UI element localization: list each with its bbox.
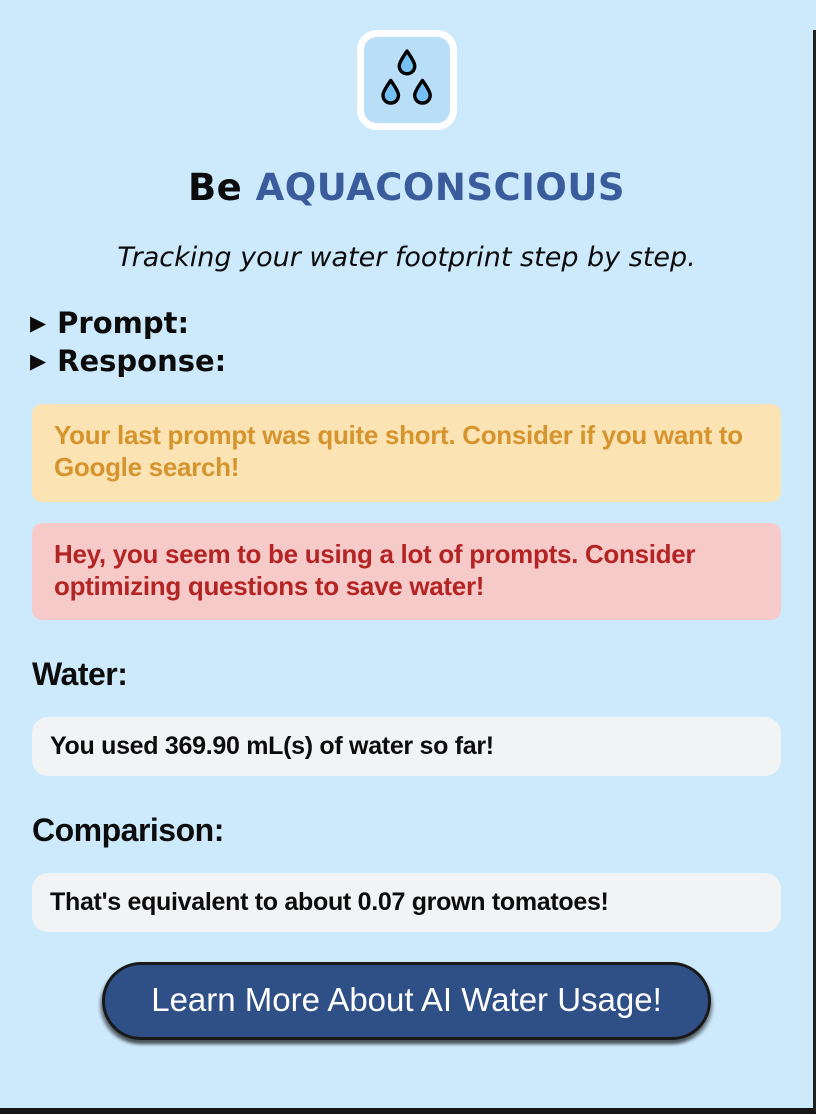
learn-more-button[interactable]: Learn More About AI Water Usage! [102, 962, 711, 1040]
response-disclosure[interactable] [30, 343, 226, 381]
water-section-heading: Water: [32, 656, 128, 693]
tagline: Tracking your water footprint step by step. [117, 242, 696, 273]
short-prompt-warning: Your last prompt was quite short. Consider if you want to Google search! [32, 404, 781, 501]
water-drops-icon-svg [372, 45, 442, 115]
response-disclosure-label: Response: [57, 343, 227, 378]
prompt-disclosure-label: Prompt: [57, 306, 190, 340]
page-title [0, 166, 813, 209]
water-drops-icon [357, 30, 457, 130]
comparison-value: That's equivalent to about 0.07 grown tomatoes! [32, 873, 781, 932]
aquaconscious-popup [0, 30, 813, 1108]
comparison-section-heading: Comparison: [32, 812, 224, 849]
page-title-prefix: Be [187, 166, 243, 209]
water-usage-value: You used 369.90 mL(s) of water so far! [32, 717, 781, 776]
disclosure-group [30, 305, 813, 380]
page-title-brand: AQUACONSCIOUS [255, 166, 626, 209]
prompt-disclosure[interactable] [30, 305, 189, 343]
disclosure-triangle-icon: ▶ [30, 349, 47, 374]
many-prompts-warning: Hey, you seem to be using a lot of prompts. Consider optimizing questions to save water! [32, 523, 781, 620]
disclosure-triangle-icon: ▶ [30, 311, 47, 336]
